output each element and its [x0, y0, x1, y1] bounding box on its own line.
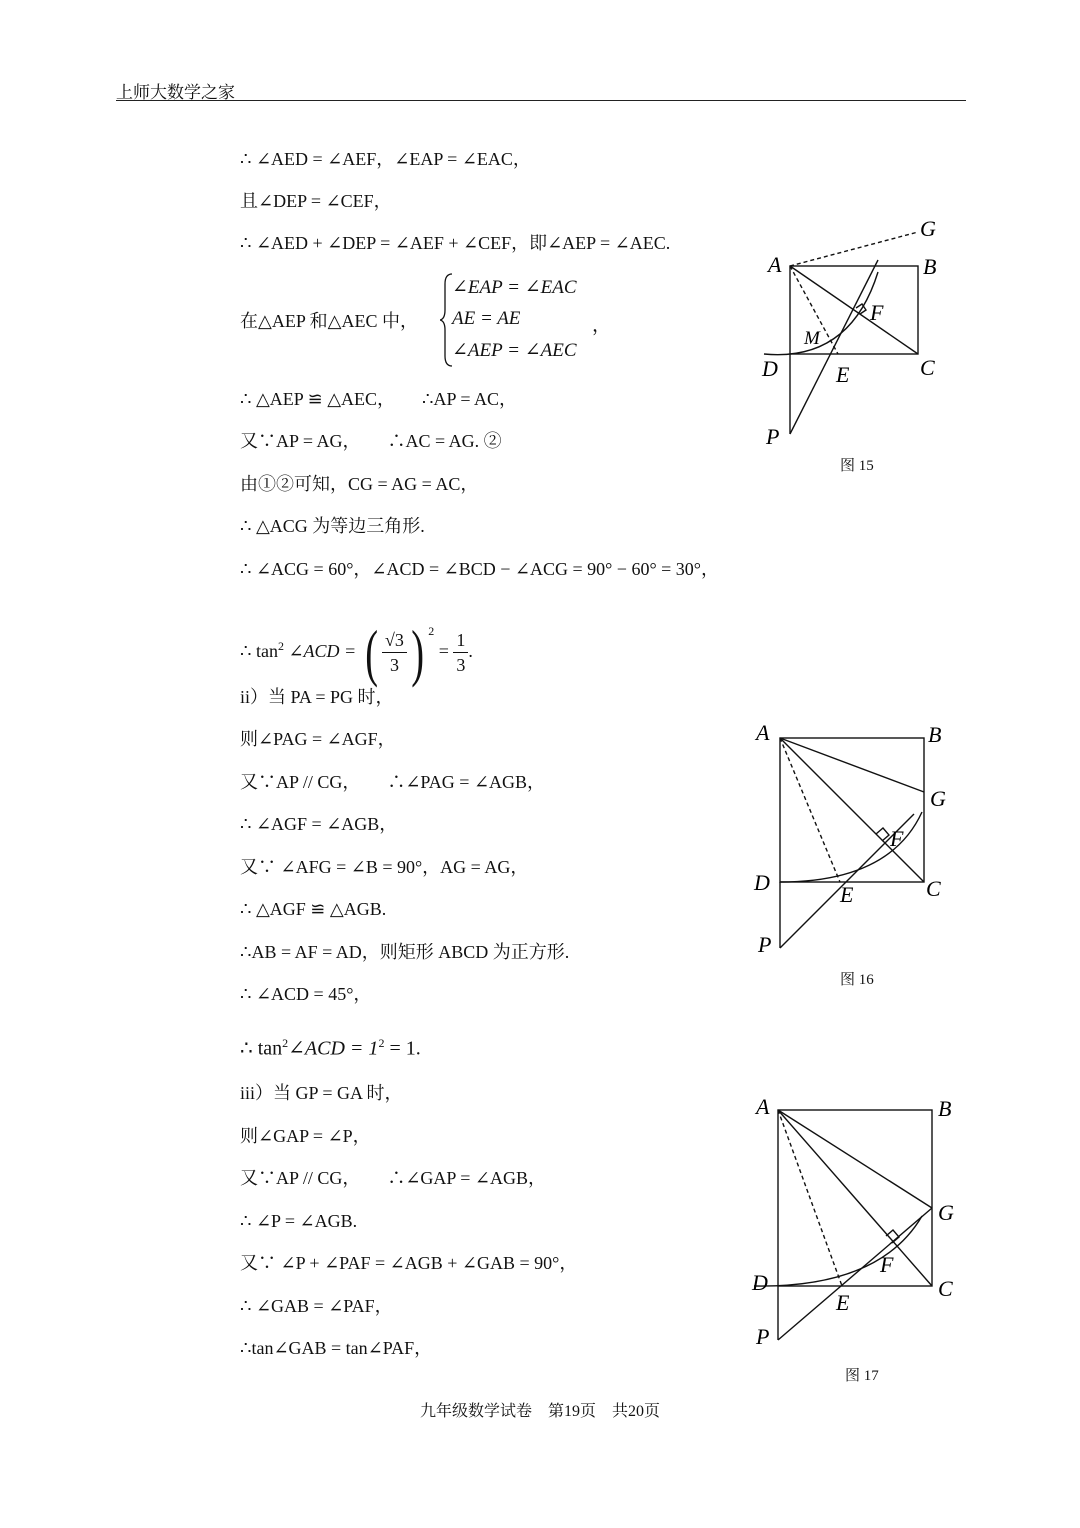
formula-end: .: [468, 641, 473, 661]
text-line-1: ∴ ∠AED = ∠AEF，∠EAP = ∠EAC，: [240, 149, 531, 169]
formula2-prefix: ∴ tan: [240, 1037, 283, 1060]
figure-16-caption: 图 16: [840, 972, 874, 988]
page-footer: 九年级数学试卷 第19页 共20页: [419, 1403, 660, 1420]
equation-system: [440, 272, 612, 368]
system-row-2: AE = AE: [452, 308, 521, 329]
figure-15-diagram: [750, 210, 960, 450]
fig16-line-ag: [780, 738, 924, 792]
fig16-label-d: D: [754, 870, 770, 895]
fig17-line-ag: [778, 1110, 932, 1208]
tan-squared-formula-2: [240, 1032, 421, 1060]
fig15-dashed-ag: [790, 232, 918, 266]
text-line-16: ∴ △AGF ≌ △AGB.: [240, 899, 387, 919]
fig16-label-g: G: [930, 786, 946, 811]
fig15-label-d: D: [762, 356, 778, 381]
fig17-label-p: P: [756, 1324, 770, 1349]
header-rule: [116, 100, 966, 101]
text-line-12: 则∠PAG = ∠AGF，: [240, 729, 396, 749]
one-third-fraction: [453, 628, 468, 677]
text-line-18: ∴ ∠ACD = 45°，: [240, 984, 372, 1004]
fig16-diagonal-ac: [780, 738, 924, 882]
text-line-7: 由①②可知，CG = AG = AC，: [240, 474, 479, 494]
formula2-end: = 1.: [384, 1037, 421, 1060]
fig15-label-p: P: [766, 424, 780, 449]
text-line-23: ∴ ∠P = ∠AGB.: [240, 1211, 358, 1231]
text-line-24: 又∵ ∠P + ∠PAF = ∠AGB + ∠GAB = 90°，: [240, 1253, 578, 1273]
text-line-14: ∴ ∠AGF = ∠AGB，: [240, 814, 398, 834]
text-line-6: 又∵AP = AG， ∴AC = AG. ②: [240, 431, 502, 451]
text-line-25: ∴ ∠GAB = ∠PAF，: [240, 1296, 393, 1316]
fig17-label-b: B: [938, 1096, 952, 1121]
left-paren: (: [364, 616, 378, 688]
text-line-4-prefix: 在△AEP 和△AEC 中，: [240, 311, 419, 331]
text-line-21: 则∠GAP = ∠P，: [240, 1126, 371, 1146]
figure-15: [750, 210, 960, 450]
fig16-label-c: C: [926, 876, 941, 901]
page-header: 上师大数学之家: [116, 83, 235, 102]
fig15-label-c: C: [920, 355, 935, 380]
fig15-label-e: E: [836, 362, 850, 387]
text-line-9: ∴ ∠ACG = 60°，∠ACD = ∠BCD − ∠ACG = 90° − 60° = 30°，: [240, 559, 720, 579]
figure-16: [750, 716, 960, 966]
fig16-right-angle: [876, 828, 889, 841]
text-line-3: ∴ ∠AED + ∠DEP = ∠AEF + ∠CEF，即∠AEP = ∠AEC.: [240, 233, 671, 253]
fig15-label-m: M: [804, 328, 820, 349]
figure-15-caption: 图 15: [840, 458, 874, 474]
fig17-label-e: E: [836, 1290, 850, 1315]
text-line-20: iii）当 GP = GA 时，: [240, 1083, 403, 1103]
fig17-label-d: D: [752, 1270, 768, 1295]
fig16-label-e: E: [840, 882, 854, 907]
formula-angle: ∠ACD =: [288, 641, 357, 661]
fig17-line-pg: [778, 1208, 932, 1340]
figure-17-diagram: [750, 1090, 965, 1360]
formula-equals: =: [438, 641, 449, 661]
system-row-3: ∠AEP = ∠AEC: [452, 340, 577, 361]
fig16-label-b: B: [928, 722, 942, 747]
system-row-1: ∠EAP = ∠EAC: [452, 277, 577, 298]
formula2-exponent2: 2: [378, 1036, 385, 1050]
system-comma: ，: [592, 315, 612, 336]
text-line-22: 又∵AP // CG， ∴∠GAP = ∠AGB，: [240, 1168, 547, 1188]
fraction-numerator-2: 1: [453, 628, 468, 653]
formula-prefix: ∴ tan: [240, 641, 278, 661]
fig15-label-f: F: [870, 300, 884, 325]
fig17-label-g: G: [938, 1200, 954, 1225]
figure-17-caption: 图 17: [845, 1368, 879, 1384]
formula2-angle: ∠ACD = 1: [288, 1037, 379, 1060]
text-line-26: ∴tan∠GAB = tan∠PAF，: [240, 1338, 433, 1358]
tan-squared-formula-1: [240, 596, 473, 688]
figure-16-diagram: [750, 716, 960, 966]
text-line-5: ∴ △AEP ≌ △AEC， ∴AP = AC，: [240, 389, 518, 409]
figure-17: [750, 1090, 965, 1360]
text-line-17: ∴AB = AF = AD，则矩形 ABCD 为正方形.: [240, 942, 570, 962]
fig17-label-c: C: [938, 1276, 953, 1301]
fraction-denominator-2: 3: [456, 655, 466, 676]
fig15-label-g: G: [920, 216, 936, 241]
paren-exponent: 2: [428, 624, 435, 638]
fig15-label-b: B: [923, 254, 937, 279]
fig17-label-f: F: [880, 1252, 894, 1277]
fig16-label-f: F: [890, 826, 904, 851]
fig17-diagonal-ac: [778, 1110, 932, 1286]
right-paren: ): [411, 616, 424, 688]
text-line-8: ∴ △ACG 为等边三角形.: [240, 516, 425, 536]
fig16-label-a: A: [756, 720, 770, 745]
fig17-label-a: A: [756, 1094, 770, 1119]
formula-exponent: 2: [277, 639, 284, 653]
text-line-2: 且∠DEP = ∠CEF，: [240, 191, 392, 211]
text-line-13: 又∵AP // CG， ∴∠PAG = ∠AGB，: [240, 772, 546, 792]
fig16-dashed-ae: [780, 738, 840, 882]
fraction-numerator: √3: [382, 628, 407, 653]
sqrt3-over-3-fraction: [382, 628, 407, 677]
fig16-label-p: P: [758, 932, 772, 957]
text-line-11: ii）当 PA = PG 时，: [240, 687, 394, 707]
text-line-15: 又∵ ∠AFG = ∠B = 90°，AG = AG，: [240, 857, 529, 877]
formula2-exponent: 2: [282, 1036, 289, 1050]
fig15-label-a: A: [768, 252, 782, 277]
fraction-denominator: 3: [389, 655, 399, 676]
fig17-dashed-ae: [778, 1110, 842, 1286]
